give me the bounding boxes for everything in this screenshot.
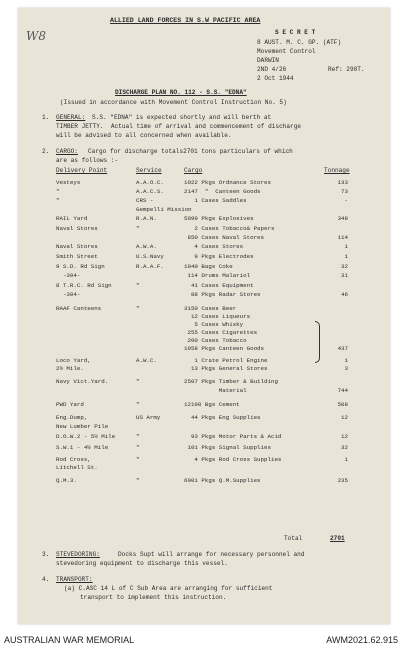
cell-point: Smith Street [56, 253, 98, 260]
cell-cargo: 4 Pkgs Rod Cross Supplies [184, 456, 282, 463]
cell-cargo: 114 Drums Malariol [184, 272, 251, 279]
cell-point: " [56, 188, 60, 195]
cell-cargo: 6001 Pkgs Q.M.Supplies [184, 477, 261, 484]
cell-point: 2½ Mile. [56, 365, 84, 372]
handwritten-mark: W8 [26, 29, 46, 43]
cell-service: " [136, 433, 140, 440]
document-title: ALLIED LAND FORCES IN S.W PACIFIC AREA [110, 17, 261, 24]
cell-tonnage: 437 [337, 345, 348, 352]
plan-title: DISCHARGE PLAN NO. 112 - S.S. "EDNA" [115, 89, 247, 96]
cell-cargo: 101 Pkgs Signal Supplies [184, 444, 271, 451]
cell-point: Navy Vict.Yard. [56, 378, 109, 385]
cell-cargo: 4 Cases Stores [184, 243, 244, 250]
cell-service: " [136, 305, 140, 312]
cell-service: U.S.Navy [136, 253, 164, 260]
section-2-number: 2. [42, 148, 50, 155]
cell-service: A.A.O.C. [136, 179, 164, 186]
section-3-text: Docks Supt will arrange for necessary personnel and [118, 551, 305, 558]
cell-cargo: 2 Cases Tobacco& Papers [184, 225, 275, 232]
section-2-heading: CARGO: [56, 148, 78, 155]
cell-cargo: 93 Pkgs Motor Parts & Acid [184, 433, 282, 440]
cell-tonnage: 133 [337, 179, 348, 186]
cell-tonnage: 1 [344, 456, 348, 463]
cell-cargo: 3150 Cases Beer [184, 305, 237, 312]
archive-name: AUSTRALIAN WAR MEMORIAL [4, 635, 135, 645]
cell-tonnage: 73 [341, 188, 348, 195]
cell-service: " [136, 282, 140, 289]
cell-service: " [136, 401, 140, 408]
cell-cargo: 1958 Pkgs Canteen Goods [184, 345, 265, 352]
unit-name: 8 AUST. M. C. GP. (ATF) [257, 39, 342, 46]
column-header-cargo: Cargo [184, 167, 203, 174]
cell-service: A.W.A. [136, 243, 157, 250]
cell-cargo: Material [184, 387, 247, 394]
cell-cargo: 1 Crate Petrol Engine [184, 357, 268, 364]
cell-cargo: 1040 Bags Coke [184, 263, 233, 270]
section-1-number: 1. [42, 114, 50, 121]
column-header-tonnage: Tonnage [324, 167, 350, 174]
cell-tonnage: 1 [344, 253, 348, 260]
cell-service: " [136, 456, 140, 463]
cell-point: RAIL Yard [56, 215, 88, 222]
section-4-text: (a) C.ASC 14 L of C Sub Area are arranging for sufficient [64, 585, 273, 592]
cell-cargo: 1 Cases Saddles [184, 197, 247, 204]
cell-service: " [136, 378, 140, 385]
cell-point: -304- [56, 291, 81, 298]
plan-subtitle: (Issued in accordance with Movement Control Instruction No. 5) [60, 99, 287, 106]
cell-tonnage: 235 [337, 477, 348, 484]
cell-tonnage: 32 [341, 444, 348, 451]
section-4-text: transport to implement this instruction. [80, 594, 227, 601]
cell-cargo: 200 Cases Tobacco [184, 337, 247, 344]
cell-cargo: 1022 Pkgs Ordnance Stores [184, 179, 271, 186]
cell-point: 9 S.D. Rd Sign [56, 263, 105, 270]
cell-tonnage: 12 [341, 433, 348, 440]
section-1-text: will be advised to all concerned when available. [56, 132, 232, 139]
cell-service: " [136, 477, 140, 484]
cell-cargo: 2147 " Canteen Goods [184, 188, 261, 195]
cell-tonnage: 348 [337, 215, 348, 222]
file-reference: 2ND 4/26 [257, 66, 287, 73]
cell-point: Loco Yard, [56, 357, 91, 364]
document-date: 2 Oct 1944 [257, 75, 294, 82]
section-4-heading: TRANSPORT: [56, 576, 93, 583]
total-tonnage: 2701 [330, 535, 345, 542]
cell-point: Vesteys [56, 179, 81, 186]
cell-cargo: 44 Pkgs Eng Supplies [184, 414, 261, 421]
place-name: DARWIN [257, 57, 279, 64]
cell-cargo: 13 Pkgs General Stores [184, 365, 268, 372]
cell-tonnage: 744 [337, 387, 348, 394]
security-marking: S E C R E T [275, 29, 316, 36]
cell-service: " [136, 444, 140, 451]
cell-point: 8 T.R.C. Rd Sign [56, 282, 112, 289]
cell-point: Naval Stores [56, 243, 98, 250]
section-1-text: TIMBER JETTY. Actual time of arrival and commencement of discharge [56, 123, 302, 130]
cell-service: Gempelli Mission [136, 206, 192, 213]
cell-service: CRS - [136, 197, 154, 204]
cell-point: RAAF Canteens [56, 305, 102, 312]
section-4-number: 4. [42, 576, 50, 583]
cell-service: US Army [136, 414, 161, 421]
canteen-brace [315, 321, 320, 363]
cell-cargo: 2507 Pkgs Timber & Building [184, 378, 278, 385]
cell-tonnage: 12 [341, 414, 348, 421]
archive-footer [0, 627, 402, 653]
section-1-text: S.S. "EDNA" is expected shortly and will berth at [92, 114, 272, 121]
section-3-text: stevedoring equipment to discharge this vessel. [56, 560, 228, 567]
archive-catalogue-number: AWM2021.62.915 [326, 635, 398, 645]
cell-service: " [136, 225, 140, 232]
cell-tonnage: 1 [344, 357, 348, 364]
section-1-heading: GENERAL: [56, 114, 86, 121]
cell-cargo: 9 Pkgs Electrodes [184, 253, 254, 260]
cell-point: Litchell St. [56, 464, 98, 471]
column-header-delivery-point: Delivery Point [56, 167, 108, 174]
section-2-text: Cargo for discharge totals2701 tons particulars of which [88, 148, 293, 155]
section-2-text: are as follows :- [56, 157, 119, 164]
cell-point: New Lumber Pile [56, 423, 109, 430]
cell-point: Naval Stores [56, 225, 98, 232]
section-3-number: 3. [42, 551, 50, 558]
cell-tonnage: 3 [344, 365, 348, 372]
cell-service: R.A.A.F. [136, 263, 164, 270]
cell-point: D.O.W.2 - 5½ Mile [56, 433, 116, 440]
cell-cargo: 88 Pkgs Radar Stores [184, 291, 261, 298]
cell-point: -304- [56, 272, 81, 279]
cell-cargo: 12 Cases Liqueurs [184, 313, 251, 320]
column-header-service: Service [136, 167, 162, 174]
cell-service: A.W.C. [136, 357, 157, 364]
cell-tonnage: 114 [337, 234, 348, 241]
reference-number: Ref: 290T. [328, 66, 365, 73]
cell-tonnage: - [344, 197, 348, 204]
cell-point: PWD Yard [56, 401, 84, 408]
cell-tonnage: 31 [341, 272, 348, 279]
cell-service: A.A.C.S. [136, 188, 164, 195]
cell-cargo: 41 Cases Equipment [184, 282, 254, 289]
cell-tonnage: 1 [344, 243, 348, 250]
cell-cargo: 255 Cases Cigarettes [184, 329, 258, 336]
cell-tonnage: 46 [341, 291, 348, 298]
cell-point: S.W.1 - 4½ Mile [56, 444, 109, 451]
cell-point: Rod Cross, [56, 456, 91, 463]
section-3-heading: STEVEDORING: [56, 551, 100, 558]
office-name: Movement Control [257, 48, 316, 55]
cell-point: Eng.Dump, [56, 414, 88, 421]
cell-cargo: 850 Cases Naval Stores [184, 234, 265, 241]
document-sheet [18, 8, 390, 624]
cell-service: R.A.N. [136, 215, 157, 222]
cell-tonnage: 508 [337, 401, 348, 408]
cell-tonnage: 32 [341, 263, 348, 270]
cell-cargo: 12198 Bgs Cement [184, 401, 240, 408]
cell-cargo: 5099 Pkgs Explosives [184, 215, 254, 222]
cell-point: Q.M.3. [56, 477, 77, 484]
cell-point: " [56, 197, 60, 204]
cell-cargo: 5 Cases Whisky [184, 321, 244, 328]
total-label: Total [284, 535, 303, 542]
